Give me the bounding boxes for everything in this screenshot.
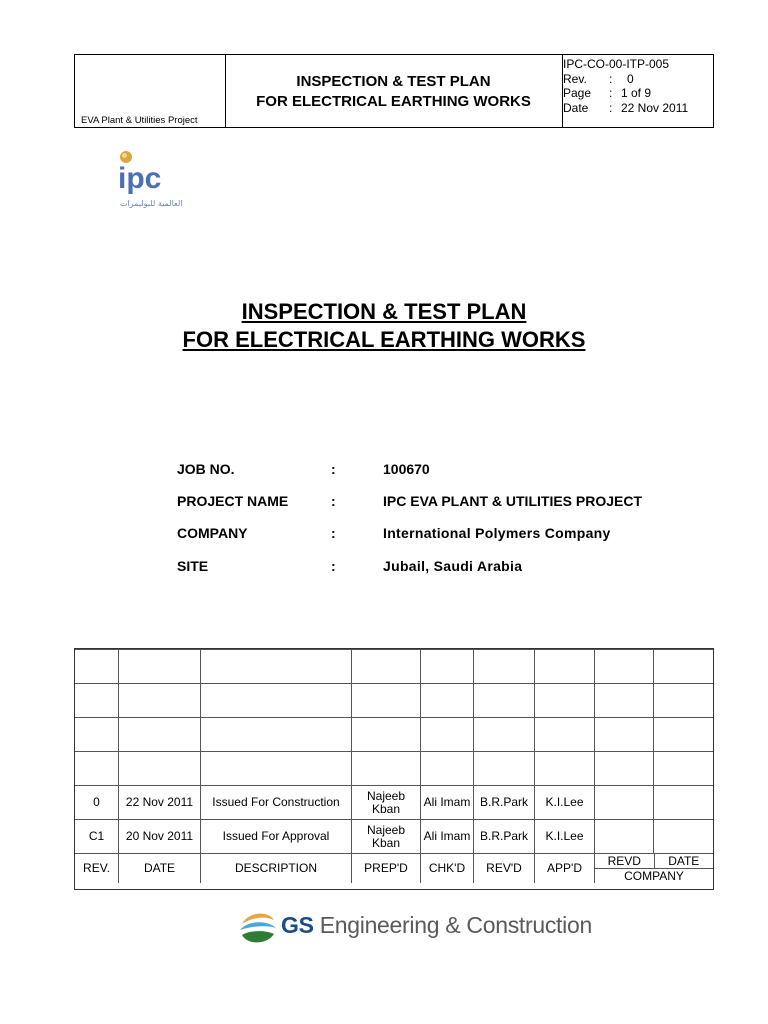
info-key: PROJECT NAME <box>177 493 289 509</box>
page-row <box>563 86 688 101</box>
gs-tagline: Engineering & Construction <box>319 912 592 938</box>
info-value: International Polymers Company <box>383 525 611 541</box>
table-header-row <box>75 854 714 884</box>
date-value: 22 Nov 2011 <box>621 100 689 115</box>
info-value: Jubail, Saudi Arabia <box>383 558 523 574</box>
cell-appd: K.I.Lee <box>535 786 595 820</box>
table-row <box>75 684 714 718</box>
cell-rev: C1 <box>75 820 119 854</box>
page-label: Page <box>563 86 592 100</box>
info-colon: : <box>331 461 336 477</box>
header-company-date: DATE <box>668 854 700 868</box>
cell-description: Issued For Construction <box>201 786 352 820</box>
cell-date: 20 Nov 2011 <box>119 820 201 854</box>
rev-value: 0 <box>627 71 634 86</box>
table-row <box>75 650 714 684</box>
header-title-line2: FOR ELECTRICAL EARTHING WORKS <box>256 93 531 110</box>
table-row <box>75 718 714 752</box>
date-colon: : <box>609 100 613 115</box>
gs-brand: GS <box>281 912 314 938</box>
document-header <box>74 54 714 128</box>
date-label: Date <box>563 100 589 115</box>
info-colon: : <box>331 558 336 574</box>
cell-rev: 0 <box>75 786 119 820</box>
date-row <box>563 101 688 116</box>
header-title-line1: INSPECTION & TEST PLAN <box>296 73 491 90</box>
cell-description: Issued For Approval <box>201 820 352 854</box>
cell-chkd: Ali Imam <box>421 820 474 854</box>
header-company-label: COMPANY <box>624 869 684 883</box>
header-company <box>595 854 714 884</box>
doc-number: IPC-CO-00-ITP-005 <box>563 57 670 71</box>
header-title-cell <box>225 55 563 127</box>
info-key: JOB NO. <box>177 461 235 477</box>
table-row <box>75 786 714 820</box>
header-description: DESCRIPTION <box>201 854 352 884</box>
info-colon: : <box>331 493 336 509</box>
cell-appd: K.I.Lee <box>535 820 595 854</box>
gs-logo-text <box>281 912 592 939</box>
header-prepd: PREP'D <box>352 854 421 884</box>
header-chkd: CHK'D <box>421 854 474 884</box>
cell-revd: B.R.Park <box>474 786 535 820</box>
table-row <box>75 752 714 786</box>
revision-table <box>74 649 714 883</box>
page-title-line2: FOR ELECTRICAL EARTHING WORKS <box>182 327 586 352</box>
rev-row <box>563 72 688 87</box>
page-title-line1: INSPECTION & TEST PLAN <box>241 299 527 324</box>
cell-prepd: Najeeb Kban <box>352 820 421 854</box>
cell-prepd: Najeeb Kban <box>352 786 421 820</box>
ipc-logo-text: ipc <box>118 162 162 195</box>
header-revd: REV'D <box>474 854 535 884</box>
info-value: IPC EVA PLANT & UTILITIES PROJECT <box>383 493 643 509</box>
info-value: 100670 <box>383 461 430 477</box>
rev-label: Rev. <box>563 71 587 86</box>
header-appd: APP'D <box>535 854 595 884</box>
info-key: COMPANY <box>177 525 248 541</box>
ipc-logo <box>116 150 194 212</box>
page-colon: : <box>609 86 613 100</box>
header-rev: REV. <box>75 854 119 884</box>
cell-revd: B.R.Park <box>474 820 535 854</box>
rev-colon: : <box>609 71 613 86</box>
project-label: EVA Plant & Utilities Project <box>81 115 198 126</box>
header-company-revd: REVD <box>595 854 655 868</box>
info-key: SITE <box>177 558 209 574</box>
header-project-cell <box>75 55 226 127</box>
cell-chkd: Ali Imam <box>421 786 474 820</box>
page-value: 1 of 9 <box>621 86 652 100</box>
header-date: DATE <box>119 854 201 884</box>
header-doc-info <box>563 57 688 115</box>
cell-date: 22 Nov 2011 <box>119 786 201 820</box>
ipc-logo-arabic: العالمية للبوليمرات <box>120 199 183 208</box>
table-row <box>75 820 714 854</box>
gs-swirl-icon <box>238 908 278 948</box>
info-colon: : <box>331 525 336 541</box>
